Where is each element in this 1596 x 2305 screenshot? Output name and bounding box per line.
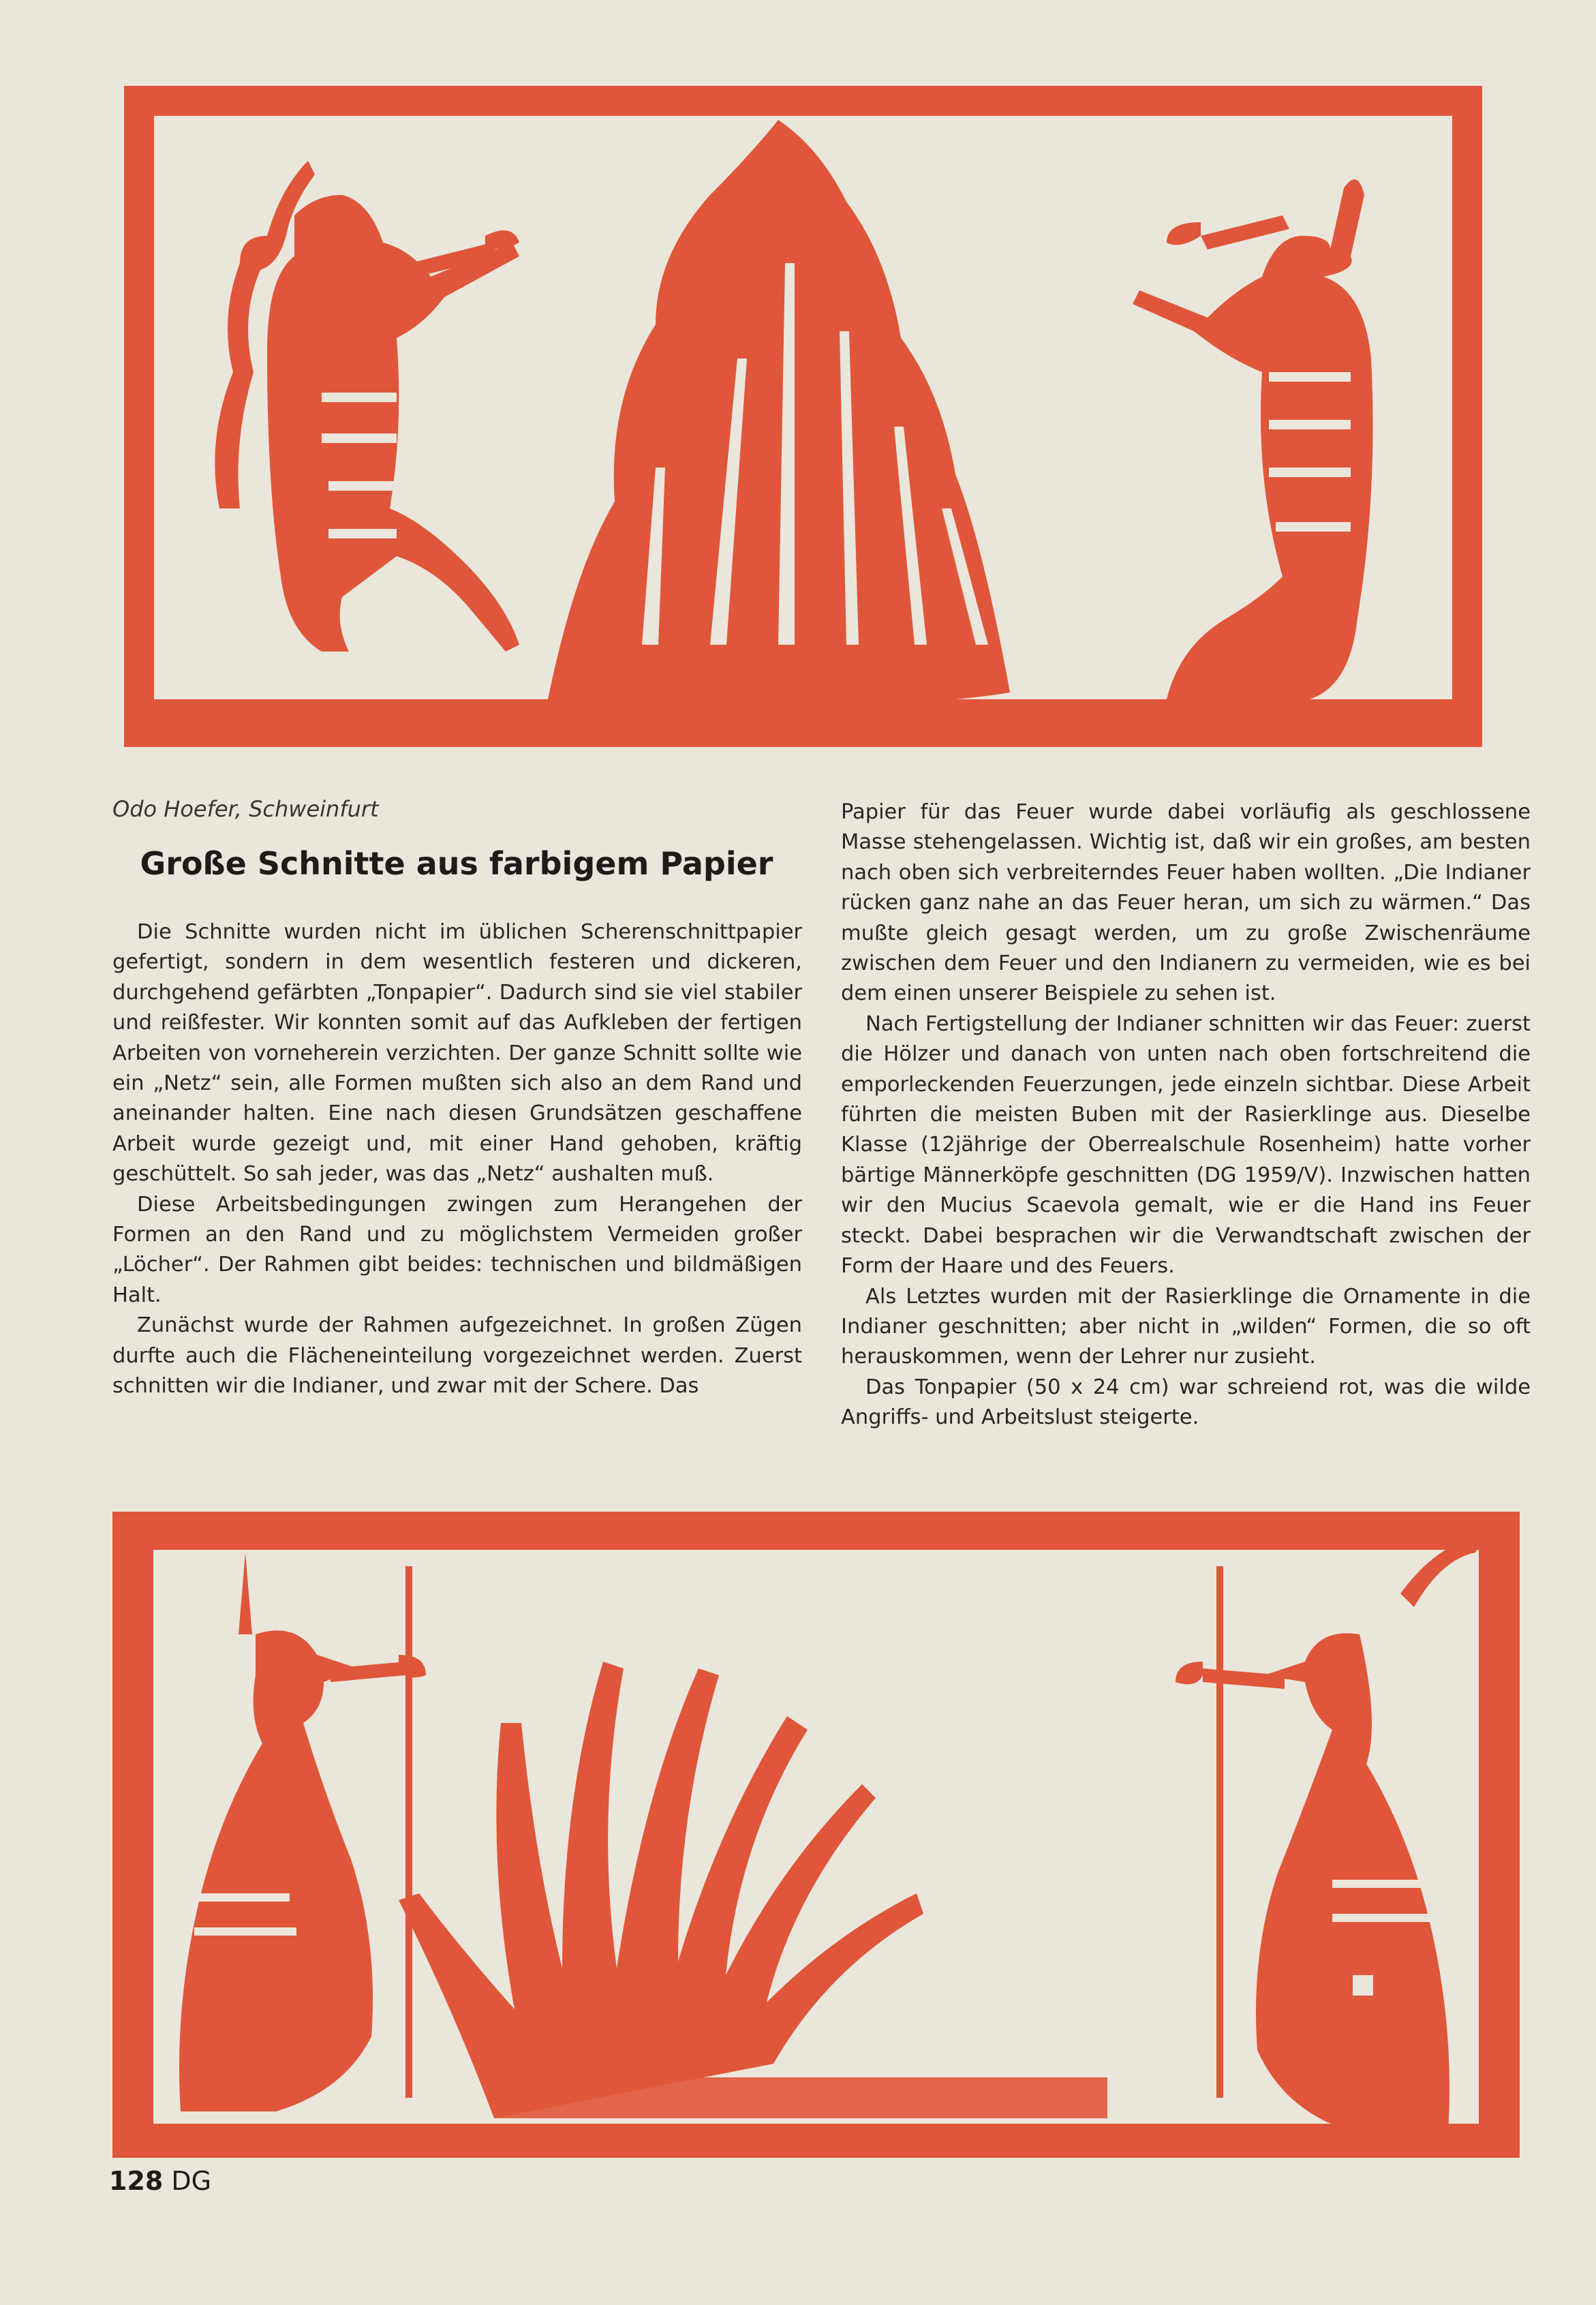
papercut-artwork-top — [124, 86, 1482, 747]
page-number: 128 — [109, 2166, 164, 2196]
paragraph: Das Tonpapier (50 x 24 cm) war schreiend rot, was die wilde Angriffs- und Arbeitslust steigerte. — [841, 1375, 1531, 1430]
text-column-left — [112, 917, 802, 1402]
indian-figure-left-bottom — [179, 1553, 426, 2111]
paragraph: Zunächst wurde der Rahmen aufgezeichnet. In großen Zügen durfte auch die Flächeneinteilung vorgezeichnet werden. Zuerst schnitten wir die Indianer, und zwar mit der Schere. Das — [112, 1313, 802, 1399]
indian-figure-right-bottom — [1176, 1539, 1482, 2132]
paragraph: Nach Fertigstellung der Indianer schnitten wir das Feuer: zuerst die Hölzer und danach von unten nach oben fortschreitend die emporleckenden Feuerzungen, jede einzeln sichtbar. Diese Arbeit führten die meisten Buben mit der Rasierklinge aus. Dieselbe Klasse (12jährige der Oberrealschule Rosenheim) hatte vorher bärtige Männerköpfe geschnitten (DG 1959/V). Inzwischen hatten wir den Mucius Scaevola gemalt, wie er die Hand ins Feuer steckt. Dabei besprachen wir die Verwandtschaft zwischen der Form der Haare und des Feuers. — [841, 1011, 1531, 1279]
indian-figure-right — [1133, 179, 1373, 699]
text-column-right — [841, 797, 1531, 1433]
journal-name: DG — [171, 2166, 212, 2196]
fire-flames-top — [547, 120, 1010, 706]
papercut-artwork-bottom — [112, 1512, 1520, 2158]
paragraph: Als Letztes wurden mit der Rasierklinge die Ornamente in die Indianer geschnitten; aber nicht in „wilden“ Formen, die so oft herauskommen, wenn der Lehrer nur zusieht. — [841, 1284, 1531, 1369]
papercut-illustration-bottom — [112, 1512, 1520, 2158]
paragraph: Die Schnitte wurden nicht im üblichen Scherenschnittpapier gefertigt, sondern in dem wesentlich festeren und dickeren, durchgehend gefärbten „Tonpapier“. Dadurch sind sie viel stabiler und reißfester. Wir konnten somit auf das Aufkleben der fertigen Arbeiten von vorneherein verzichten. Der ganze Schnitt sollte wie ein „Netz“ sein, alle Formen mußten sich also an dem Rand und aneinander halten. Eine nach diesen Grundsätzen geschaffene Arbeit wurde gezeigt und, mit einer Hand gehoben, kräftig geschüttelt. So sah jeder, was das „Netz“ aushalten muß. — [112, 920, 802, 1187]
indian-figure-left — [215, 161, 519, 652]
fire-flames-bottom — [399, 1662, 1107, 2118]
papercut-illustration-top — [124, 86, 1482, 747]
paragraph: Papier für das Feuer wurde dabei vorläufig als geschlossene Masse stehengelassen. Wichtig ist, daß wir ein großes, am besten nach oben sich verbreiterndes Feuer haben wollten. „Die Indianer rücken ganz nahe an das Feuer heran, um sich zu wärmen.“ Das mußte gleich gesagt werden, um zu große Zwischenräume zwischen dem Feuer und den Indianern zu vermeiden, wie es bei dem einen unserer Beispiele zu sehen ist. — [841, 800, 1531, 1006]
page-footer — [109, 2166, 211, 2196]
author-line: Odo Hoefer, Schweinfurt — [112, 796, 379, 822]
paragraph: Diese Arbeitsbedingungen zwingen zum Herangehen der Formen an den Rand und zu möglichstem Vermeiden großer „Löcher“. Der Rahmen gibt beides: technischen und bildmäßigen Halt. — [112, 1192, 802, 1307]
article-title: Große Schnitte aus farbigem Papier — [140, 845, 773, 882]
